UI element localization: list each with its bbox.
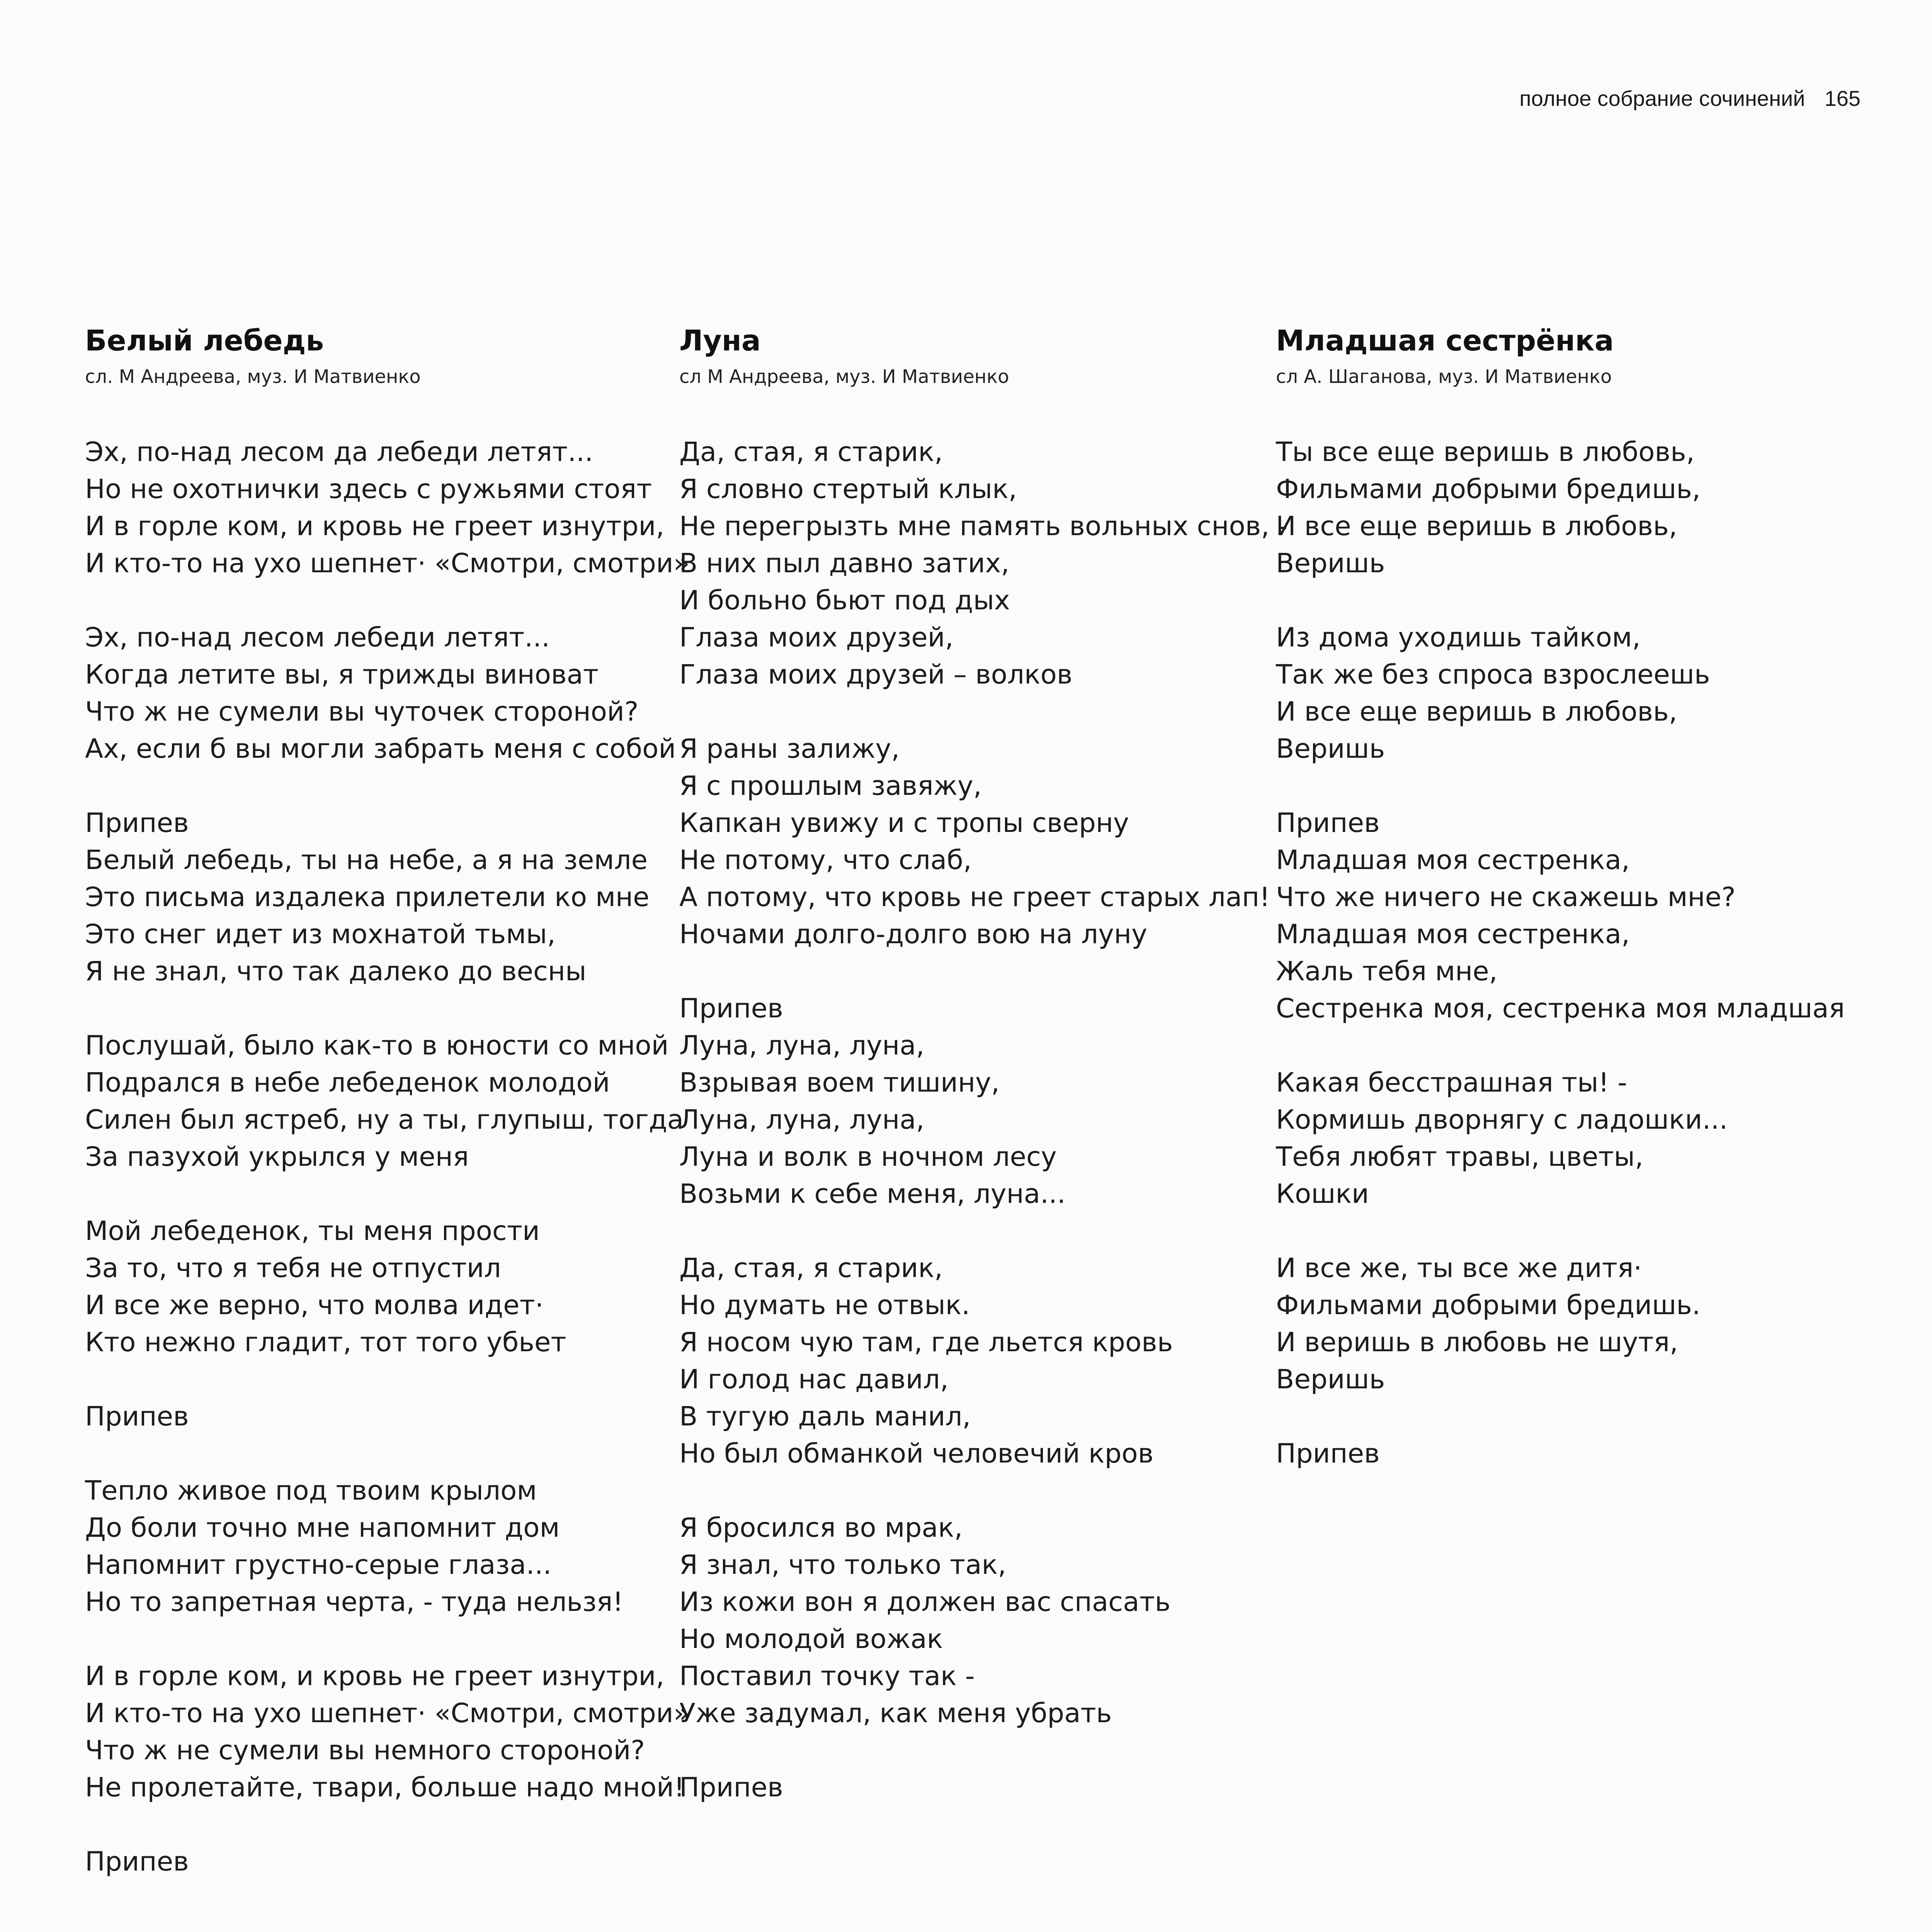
lyric-line: Что же ничего не скажешь мне?: [1276, 882, 1736, 913]
lyric-line: Но не охотнички здесь с ружьями стоят: [85, 474, 652, 505]
song-luna: [679, 321, 1288, 1843]
stanza: [85, 434, 690, 582]
lyric-line: Это письма издалека прилетели ко мне: [85, 882, 650, 913]
lyric-line: За пазухой укрылся у меня: [85, 1141, 469, 1172]
lyric-line: Веришь: [1276, 1364, 1385, 1395]
song-credits: сл А. Шаганова, муз. И Матвиенко: [1276, 366, 1612, 388]
lyric-line: Кошки: [1276, 1179, 1369, 1209]
lyric-line: Возьми к себе меня, луна...: [679, 1179, 1066, 1209]
lyric-line: Когда летите вы, я трижды виноват: [85, 659, 599, 690]
lyric-line: Из дома уходишь тайком,: [1276, 622, 1641, 653]
lyric-line: И кто-то на ухо шепнет· «Смотри, смотри»: [85, 1698, 690, 1729]
song-lyrics: [679, 434, 1288, 1806]
song-title: Белый лебедь: [85, 324, 324, 357]
lyric-line: Младшая моя сестренка,: [1276, 919, 1630, 950]
lyric-line: И больно бьют под дых: [679, 585, 1010, 616]
lyric-line: Капкан увижу и с тропы сверну: [679, 808, 1129, 838]
lyric-line: Тепло живое под твоим крылом: [85, 1475, 537, 1506]
lyric-line: Не перегрызть мне память вольных снов, -: [679, 511, 1288, 542]
lyric-line: И кто-то на ухо шепнет· «Смотри, смотри»: [85, 548, 690, 579]
lyric-line: Кто нежно гладит, тот того убьет: [85, 1327, 566, 1358]
lyric-line: Послушай, было как-то в юности со мной: [85, 1030, 669, 1061]
song-title: Луна: [679, 324, 761, 357]
lyric-line: И голод нас давил,: [679, 1364, 949, 1395]
lyric-line: Но то запретная черта, - туда нельзя!: [85, 1587, 624, 1617]
stanza: [1276, 434, 1879, 582]
lyric-line: Мой лебеденок, ты меня прости: [85, 1216, 540, 1247]
lyric-line: Я бросился во мрак,: [679, 1512, 963, 1543]
lyric-line: Но молодой вожак: [679, 1624, 943, 1655]
lyric-line: Силен был ястреб, ну а ты, глупыш, тогда: [85, 1104, 684, 1135]
lyric-line: Какая бесстрашная ты! -: [1276, 1067, 1627, 1098]
lyric-line: Фильмами добрыми бредишь.: [1276, 1290, 1701, 1321]
lyric-line: Поставил точку так -: [679, 1661, 975, 1692]
stanza: [85, 1398, 657, 1435]
song-mladshaya-sestrenka: [1276, 321, 1879, 1509]
lyric-line: Глаза моих друзей – волков: [679, 659, 1073, 690]
lyric-line: Так же без спроса взрослеешь: [1276, 659, 1710, 690]
lyric-line: Да, стая, я старик,: [679, 1253, 943, 1284]
lyric-line: Тебя любят травы, цветы,: [1276, 1141, 1643, 1172]
lyric-line: Луна и волк в ночном лесу: [679, 1141, 1057, 1172]
lyric-line: Да, стая, я старик,: [679, 437, 943, 468]
lyric-line: Не потому, что слаб,: [679, 845, 972, 876]
stanza: [1276, 619, 1879, 767]
lyric-line: Припев: [85, 1846, 189, 1877]
stanza: [1276, 1435, 1879, 1472]
song-belyi-lebed: [85, 321, 690, 1917]
lyric-line: Не пролетайте, твари, больше надо мной!: [85, 1772, 685, 1803]
lyric-line: Напомнит грустно-серые глаза...: [85, 1549, 552, 1580]
lyric-line: И все же верно, что молва идет·: [85, 1290, 544, 1321]
lyric-line: Припев: [1276, 808, 1380, 838]
song-lyrics: [85, 434, 690, 1880]
lyric-line: Белый лебедь, ты на небе, а я на земле: [85, 845, 648, 876]
lyric-line: Веришь: [1276, 548, 1385, 579]
lyric-line: Ночами долго-долго вою на луну: [679, 919, 1147, 950]
lyric-line: Припев: [85, 1401, 189, 1432]
lyric-line: Взрывая воем тишину,: [679, 1067, 1000, 1098]
lyric-line: До боли точно мне напомнит дом: [85, 1512, 560, 1543]
stanza: [85, 1658, 690, 1806]
lyric-line: Припев: [679, 1772, 783, 1803]
lyric-line: Припев: [1276, 1438, 1380, 1469]
stanza: [85, 804, 657, 990]
lyric-line: Это снег идет из мохнатой тьмы,: [85, 919, 556, 950]
lyric-line: Ах, если б вы могли забрать меня с собой: [85, 733, 676, 764]
lyric-line: Фильмами добрыми бредишь,: [1276, 474, 1701, 505]
song-credits: сл М Андреева, муз. И Матвиенко: [679, 366, 1009, 388]
lyric-line: Младшая моя сестренка,: [1276, 845, 1630, 876]
lyric-line: Подрался в небе лебеденок молодой: [85, 1067, 610, 1098]
stanza: [679, 1250, 1259, 1472]
lyric-line: Ты все еще веришь в любовь,: [1276, 437, 1695, 468]
lyric-line: Из кожи вон я должен вас спасать: [679, 1587, 1171, 1617]
stanza: [85, 1472, 657, 1621]
lyric-line: Луна, луна, луна,: [679, 1104, 925, 1135]
stanza: [679, 730, 1270, 953]
lyric-line: И все же, ты все же дитя·: [1276, 1253, 1642, 1284]
lyric-line: И все еще веришь в любовь,: [1276, 696, 1677, 727]
stanza: [85, 1843, 657, 1880]
lyric-line: И веришь в любовь не шутя,: [1276, 1327, 1678, 1358]
lyric-line: Что ж не сумели вы немного стороной?: [85, 1735, 645, 1766]
lyric-line: Я словно стертый клык,: [679, 474, 1017, 505]
lyric-line: А потому, что кровь не греет старых лап!: [679, 882, 1270, 913]
stanza: [1276, 1250, 1879, 1398]
lyric-line: Сестренка моя, сестренка моя младшая: [1276, 993, 1845, 1024]
book-title: полное собрание сочинений: [1519, 86, 1805, 111]
lyric-line: В них пыл давно затих,: [679, 548, 1010, 579]
stanza: [679, 434, 1288, 693]
lyric-line: Уже задумал, как меня убрать: [679, 1698, 1112, 1729]
lyric-line: И в горле ком, и кровь не греет изнутри,: [85, 511, 665, 542]
lyric-line: Я носом чую там, где льется кровь: [679, 1327, 1173, 1358]
lyric-line: Я с прошлым завяжу,: [679, 770, 982, 801]
lyric-line: Я раны залижу,: [679, 733, 900, 764]
song-lyrics: [1276, 434, 1879, 1472]
lyric-line: Что ж не сумели вы чуточек стороной?: [85, 696, 639, 727]
stanza: [1276, 804, 1879, 1027]
stanza: [1276, 1064, 1879, 1213]
lyric-line: И все еще веришь в любовь,: [1276, 511, 1677, 542]
lyric-line: И в горле ком, и кровь не греет изнутри,: [85, 1661, 665, 1692]
lyric-line: Я знал, что только так,: [679, 1549, 1007, 1580]
lyric-line: Глаза моих друзей,: [679, 622, 954, 653]
lyric-line: Жаль тебя мне,: [1276, 956, 1498, 987]
page-number: 165: [1824, 86, 1861, 111]
lyric-line: В тугую даль манил,: [679, 1401, 971, 1432]
stanza: [85, 619, 676, 767]
stanza: [85, 1027, 684, 1175]
stanza: [679, 1509, 1259, 1732]
running-header: [1519, 86, 1861, 111]
stanza: [679, 990, 1259, 1213]
lyric-line: Эх, по-над лесом лебеди летят...: [85, 622, 550, 653]
lyric-line: За то, что я тебя не отпустил: [85, 1253, 501, 1284]
lyric-line: Луна, луна, луна,: [679, 1030, 925, 1061]
lyric-line: Веришь: [1276, 733, 1385, 764]
lyric-line: Припев: [85, 808, 189, 838]
lyric-line: Но был обманкой человечий кров: [679, 1438, 1154, 1469]
stanza: [85, 1213, 657, 1361]
song-title: Младшая сестрёнка: [1276, 324, 1614, 357]
lyric-line: Я не знал, что так далеко до весны: [85, 956, 587, 987]
lyric-line: Но думать не отвык.: [679, 1290, 970, 1321]
stanza: [679, 1769, 1259, 1806]
song-credits: сл. М Андреева, муз. И Матвиенко: [85, 366, 421, 388]
lyric-line: Эх, по-над лесом да лебеди летят...: [85, 437, 594, 468]
lyric-line: Припев: [679, 993, 783, 1024]
lyric-line: Кормишь дворнягу с ладошки...: [1276, 1104, 1728, 1135]
